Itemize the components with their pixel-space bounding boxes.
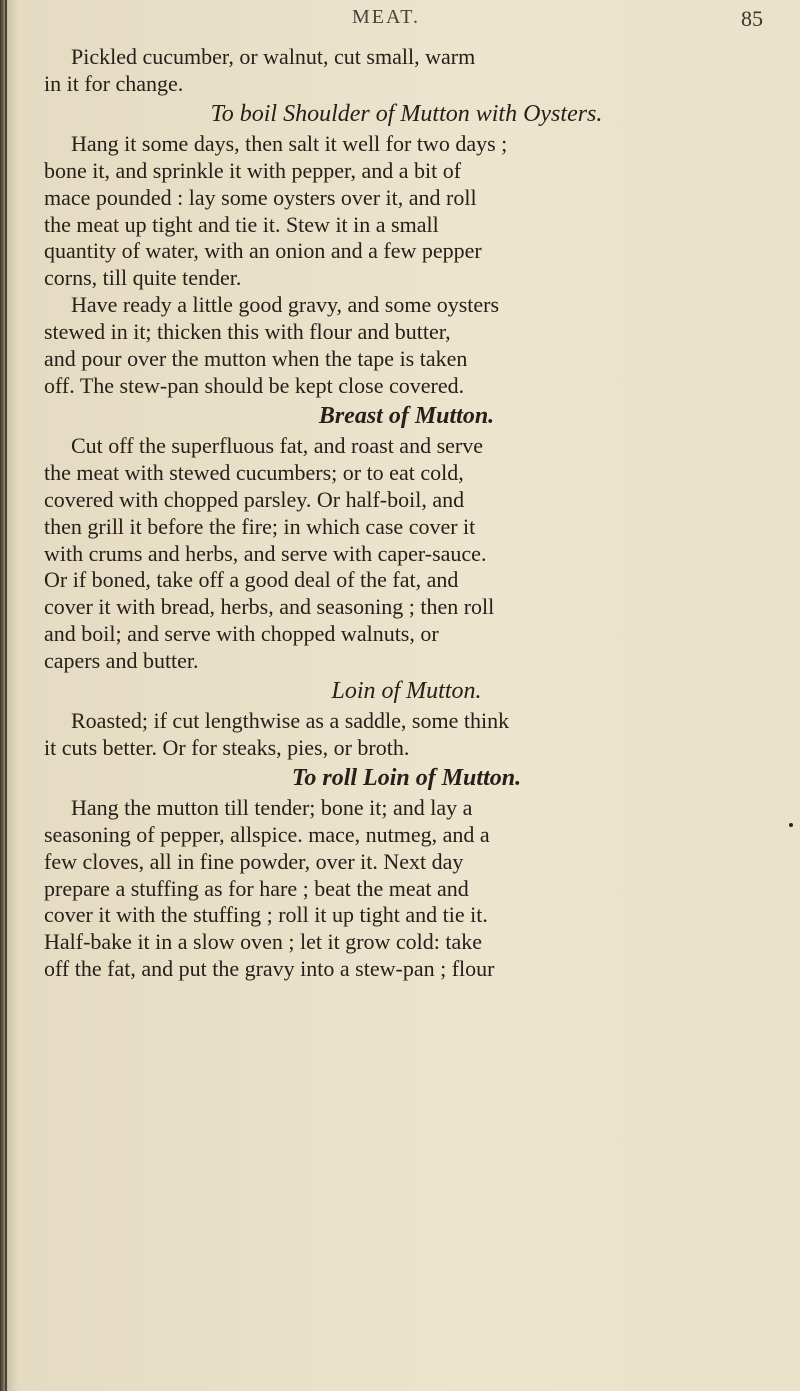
text-line: with crums and herbs, and serve with caper-sauce.: [44, 540, 487, 566]
paragraph: [44, 795, 769, 983]
paragraph: [44, 131, 769, 292]
text-line: mace pounded : lay some oysters over it, and roll: [44, 184, 477, 210]
margin-mark: [789, 823, 793, 827]
text-line: cover it with the stuffing ; roll it up tight and tie it.: [44, 902, 488, 928]
text-line: stewed in it; thicken this with flour and butter,: [44, 319, 451, 345]
text-line: seasoning of pepper, allspice. mace, nutmeg, and a: [44, 821, 490, 847]
text-line: capers and butter.: [44, 648, 199, 674]
section-heading: Breast of Mutton.: [318, 402, 495, 429]
page-gutter: [5, 0, 7, 1391]
section-heading: To boil Shoulder of Mutton with Oysters.: [210, 100, 603, 127]
text-line: few cloves, all in fine powder, over it. Next day: [44, 848, 464, 874]
text-line: Half-bake it in a slow oven ; let it grow cold: take: [44, 929, 483, 955]
paragraph: [44, 292, 769, 400]
text-line: and pour over the mutton when the tape is taken: [44, 346, 468, 372]
text-line: and boil; and serve with chopped walnuts, or: [44, 621, 439, 647]
paragraph: [44, 433, 769, 675]
section-heading: Loin of Mutton.: [331, 678, 482, 705]
text-line: in it for change.: [44, 70, 184, 96]
text-line: prepare a stuffing as for hare ; beat the meat and: [44, 875, 469, 901]
text-line: corns, till quite tender.: [44, 265, 242, 291]
text-line: Have ready a little good gravy, and some oysters: [71, 292, 500, 318]
text-line: bone it, and sprinkle it with pepper, and a bit of: [44, 157, 462, 183]
paragraph: [44, 708, 769, 762]
text-line: Roasted; if cut lengthwise as a saddle, some think: [71, 708, 510, 734]
text-line: off. The stew-pan should be kept close covered.: [44, 372, 465, 398]
text-line: the meat up tight and tie it. Stew it in a small: [44, 211, 439, 237]
page-number: 85: [741, 6, 763, 31]
page-body: [44, 44, 769, 983]
running-head-title: MEAT.: [352, 6, 420, 28]
text-line: Pickled cucumber, or walnut, cut small, warm: [71, 44, 476, 69]
text-line: then grill it before the fire; in which case cover it: [44, 513, 476, 539]
text-line: cover it with bread, herbs, and seasoning ; then roll: [44, 594, 495, 620]
paragraph: [44, 44, 769, 98]
text-line: Cut off the superfluous fat, and roast and serve: [71, 432, 483, 458]
text-line: the meat with stewed cucumbers; or to eat cold,: [44, 459, 464, 485]
text-line: Hang the mutton till tender; bone it; and lay a: [71, 794, 473, 820]
text-line: Or if boned, take off a good deal of the fat, and: [44, 567, 459, 593]
text-line: Hang it some days, then salt it well for two days ;: [71, 130, 508, 156]
running-head: [0, 6, 800, 32]
section-heading: To roll Loin of Mutton.: [291, 764, 522, 791]
text-line: it cuts better. Or for steaks, pies, or broth.: [44, 734, 410, 760]
text-line: off the fat, and put the gravy into a stew-pan ; flour: [44, 956, 495, 982]
text-line: quantity of water, with an onion and a few pepper: [44, 238, 482, 264]
text-line: covered with chopped parsley. Or half-boil, and: [44, 486, 465, 512]
